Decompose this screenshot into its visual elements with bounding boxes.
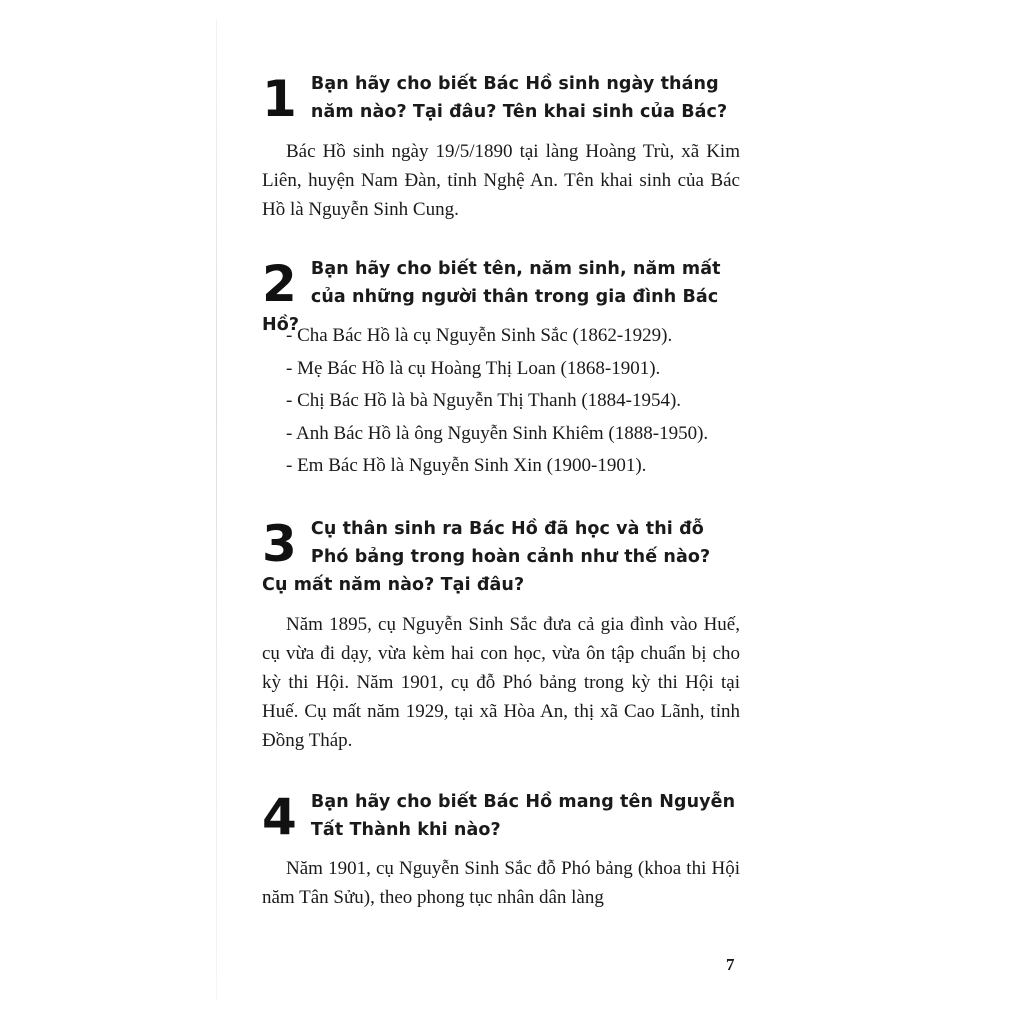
question-1: [262, 70, 740, 126]
page-number: 7: [726, 955, 735, 974]
question-number: 3: [262, 515, 297, 573]
question-3: [262, 515, 740, 599]
list-item: - Anh Bác Hồ là ông Nguyễn Sinh Khiêm (1888-1950).: [286, 422, 709, 444]
list-item: - Em Bác Hồ là Nguyễn Sinh Xin (1900-1901).: [286, 455, 647, 476]
list-item: - Mẹ Bác Hồ là cụ Hoàng Thị Loan (1868-1901).: [286, 357, 661, 379]
answer-1: Bác Hồ sinh ngày 19/5/1890 tại làng Hoàng Trù, xã Kim Liên, huyện Nam Đàn, tỉnh Nghệ An. Tên khai sinh của Bác Hồ là Nguyễn Sinh Cung.: [262, 141, 740, 220]
question-4: [262, 788, 740, 844]
question-text: Bạn hãy cho biết tên, năm sinh, năm mất của những người thân trong gia đình Bác Hồ?: [262, 259, 721, 335]
answer-2-list: [286, 320, 746, 483]
answer-4: Năm 1901, cụ Nguyễn Sinh Sắc đỗ Phó bảng (khoa thi Hội năm Tân Sửu), theo phong tục nhân dân làng: [262, 858, 740, 908]
question-number: 4: [262, 788, 297, 846]
question-text: Cụ thân sinh ra Bác Hồ đã học và thi đỗ Phó bảng trong hoàn cảnh như thế nào? Cụ mất năm nào? Tại đâu?: [262, 519, 711, 595]
question-text: Bạn hãy cho biết Bác Hồ sinh ngày tháng năm nào? Tại đâu? Tên khai sinh của Bác?: [310, 74, 728, 122]
list-item: - Chị Bác Hồ là bà Nguyễn Thị Thanh (1884-1954).: [286, 390, 682, 411]
list-item: - Cha Bác Hồ là cụ Nguyễn Sinh Sắc (1862-1929).: [286, 325, 673, 346]
question-number: 1: [262, 70, 297, 128]
question-number: 2: [262, 255, 297, 313]
question-text: Bạn hãy cho biết Bác Hồ mang tên Nguyễn Tất Thành khi nào?: [310, 792, 736, 840]
answer-3: Năm 1895, cụ Nguyễn Sinh Sắc đưa cả gia đình vào Huế, cụ vừa đi dạy, vừa kèm hai con học, vừa ôn tập chuẩn bị cho kỳ thi Hội. Năm 1901, cụ đỗ Phó bảng trong kỳ thi Hội tại Huế. Cụ mất năm 1929, tại xã Hòa An, thị xã Cao Lãnh, tỉnh Đồng Tháp.: [262, 614, 740, 751]
